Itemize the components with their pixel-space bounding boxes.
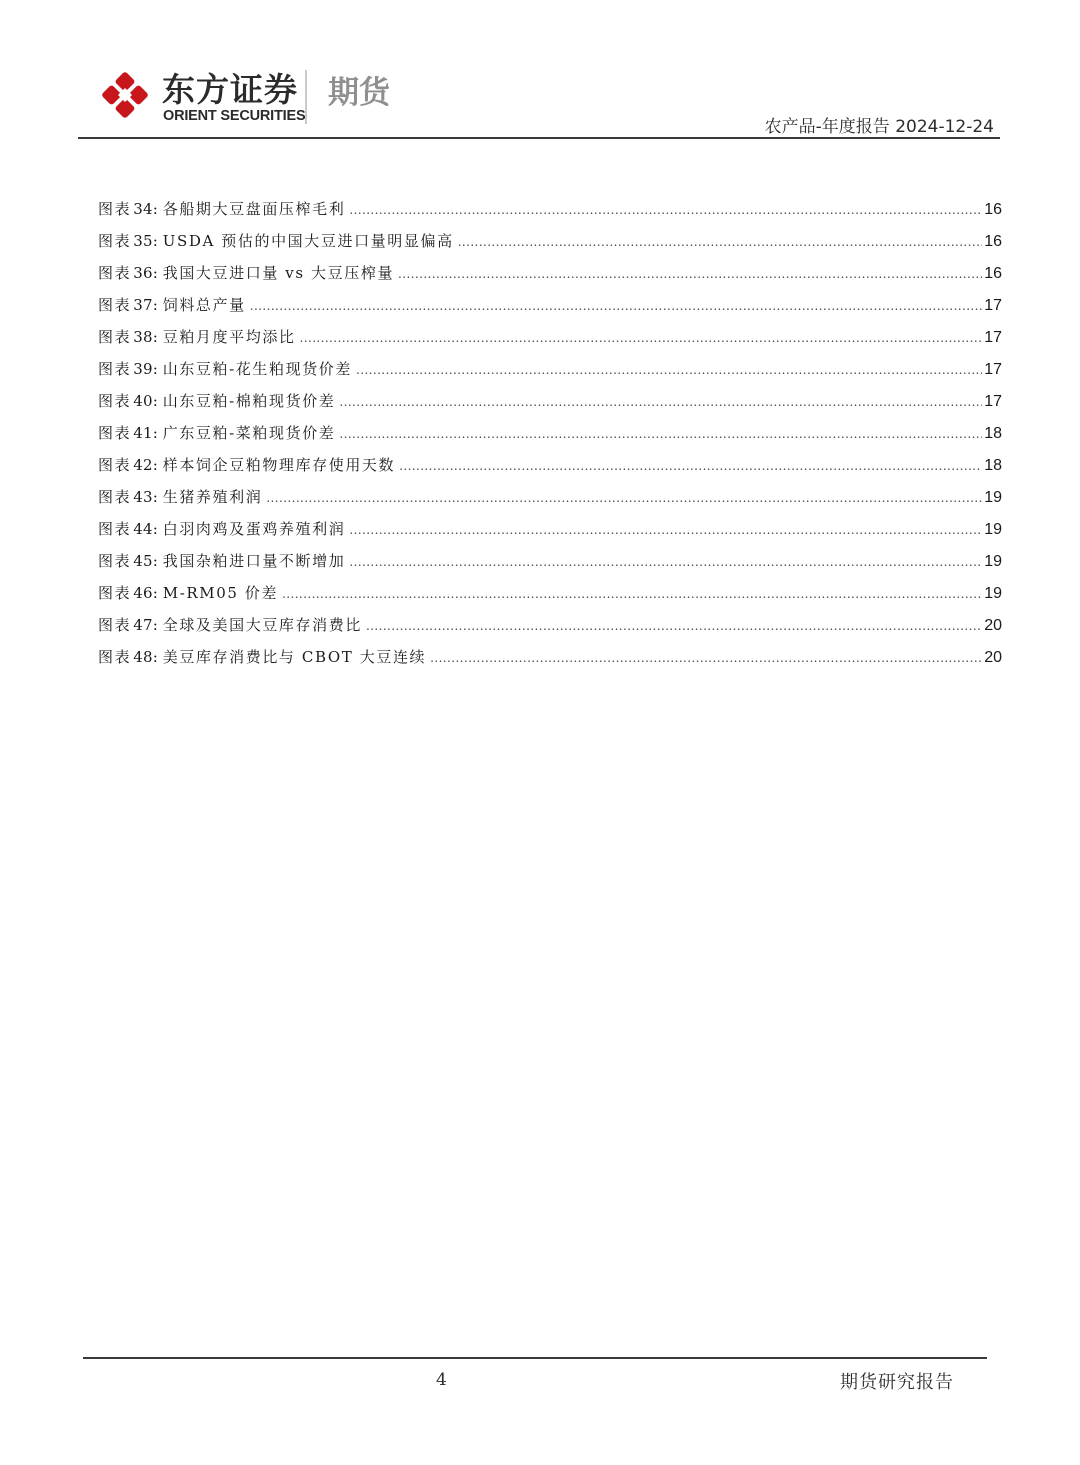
brand-name-en: ORIENT SECURITIES [163,108,306,124]
figure-title: 我国大豆进口量 vs 大豆压榨量 [162,264,395,282]
figure-list [98,197,1002,677]
dot-leader [300,326,983,350]
dot-leader [349,550,982,574]
page-ref: 19 [984,521,1002,538]
footer-rule [83,1357,987,1359]
figure-number: 42: [133,456,158,474]
figure-title: 豆粕月度平均添比 [162,328,296,346]
figure-label: 图表 [98,360,132,378]
figure-label: 图表 [98,520,132,538]
dot-leader [398,262,982,286]
figure-label: 图表 [98,328,132,346]
figure-number: 38: [133,328,158,346]
figure-number: 48: [133,648,158,666]
page-ref: 20 [984,649,1002,666]
toc-entry[interactable] [98,549,1002,581]
toc-entry[interactable] [98,229,1002,261]
dot-leader [339,422,982,446]
figure-number: 43: [133,488,158,506]
toc-entry[interactable] [98,293,1002,325]
figure-number: 45: [133,552,158,570]
dot-leader [399,454,982,478]
toc-entry[interactable] [98,197,1002,229]
figure-title: 饲料总产量 [162,296,246,314]
toc-entry[interactable] [98,613,1002,645]
figure-title: M-RM05 价差 [162,584,279,602]
footer-label: 期货研究报告 [840,1372,954,1393]
page-ref: 20 [984,617,1002,634]
figure-title: 我国杂粕进口量不断增加 [162,552,346,570]
toc-entry[interactable] [98,453,1002,485]
figure-title: 广东豆粕-菜粕现货价差 [162,424,336,442]
toc-entry[interactable] [98,325,1002,357]
figure-label: 图表 [98,488,132,506]
figure-label: 图表 [98,200,132,218]
figure-label: 图表 [98,552,132,570]
figure-title: 山东豆粕-花生粕现货价差 [162,360,353,378]
figure-number: 44: [133,520,158,538]
page-header [0,0,1080,140]
toc-entry[interactable] [98,645,1002,677]
figure-number: 41: [133,424,158,442]
page-ref: 17 [984,393,1002,410]
orient-securities-logo-icon [98,68,152,122]
figure-title: 生猪养殖利润 [162,488,263,506]
report-meta: 农产品-年度报告 2024-12-24 [764,117,994,137]
figure-title: 样本饲企豆粕物理库存使用天数 [162,456,396,474]
dot-leader [366,614,982,638]
figure-label: 图表 [98,392,132,410]
figure-label: 图表 [98,616,132,634]
figure-number: 40: [133,392,158,410]
toc-entry[interactable] [98,261,1002,293]
figure-number: 36: [133,264,158,282]
figure-number: 39: [133,360,158,378]
figure-title: USDA 预估的中国大豆进口量明显偏高 [162,232,454,250]
page-ref: 19 [984,553,1002,570]
page-ref: 16 [984,265,1002,282]
figure-title: 全球及美国大豆库存消费比 [162,616,362,634]
page-ref: 19 [984,585,1002,602]
figure-number: 37: [133,296,158,314]
figure-number: 47: [133,616,158,634]
header-rule [78,137,1000,139]
page-ref: 19 [984,489,1002,506]
dot-leader [339,390,982,414]
figure-number: 35: [133,232,158,250]
page-ref: 17 [984,329,1002,346]
page-ref: 16 [984,233,1002,250]
page-number: 4 [436,1370,447,1390]
page-ref: 17 [984,297,1002,314]
page-ref: 17 [984,361,1002,378]
toc-entry[interactable] [98,517,1002,549]
figure-label: 图表 [98,424,132,442]
toc-entry[interactable] [98,357,1002,389]
figure-number: 34: [133,200,158,218]
figure-number: 46: [133,584,158,602]
figure-label: 图表 [98,456,132,474]
page-ref: 18 [984,425,1002,442]
figure-title: 各船期大豆盘面压榨毛利 [162,200,346,218]
toc-entry[interactable] [98,421,1002,453]
figure-label: 图表 [98,648,132,666]
dot-leader [250,294,982,318]
toc-entry[interactable] [98,389,1002,421]
page-ref: 16 [984,201,1002,218]
figure-label: 图表 [98,264,132,282]
figure-title: 山东豆粕-棉粕现货价差 [162,392,336,410]
toc-entry[interactable] [98,485,1002,517]
figure-label: 图表 [98,296,132,314]
dot-leader [356,358,982,382]
toc-entry[interactable] [98,581,1002,613]
page-ref: 18 [984,457,1002,474]
dot-leader [458,230,983,254]
figure-title: 美豆库存消费比与 CBOT 大豆连续 [162,648,427,666]
brand-name-cn: 东方证券 [162,70,298,109]
figure-label: 图表 [98,584,132,602]
dot-leader [349,518,982,542]
dot-leader [282,582,982,606]
brand-subtitle: 期货 [328,75,390,111]
figure-title: 白羽肉鸡及蛋鸡养殖利润 [162,520,346,538]
dot-leader [430,646,982,670]
figure-label: 图表 [98,232,132,250]
dot-leader [266,486,982,510]
logo-divider [305,70,307,124]
dot-leader [349,198,982,222]
